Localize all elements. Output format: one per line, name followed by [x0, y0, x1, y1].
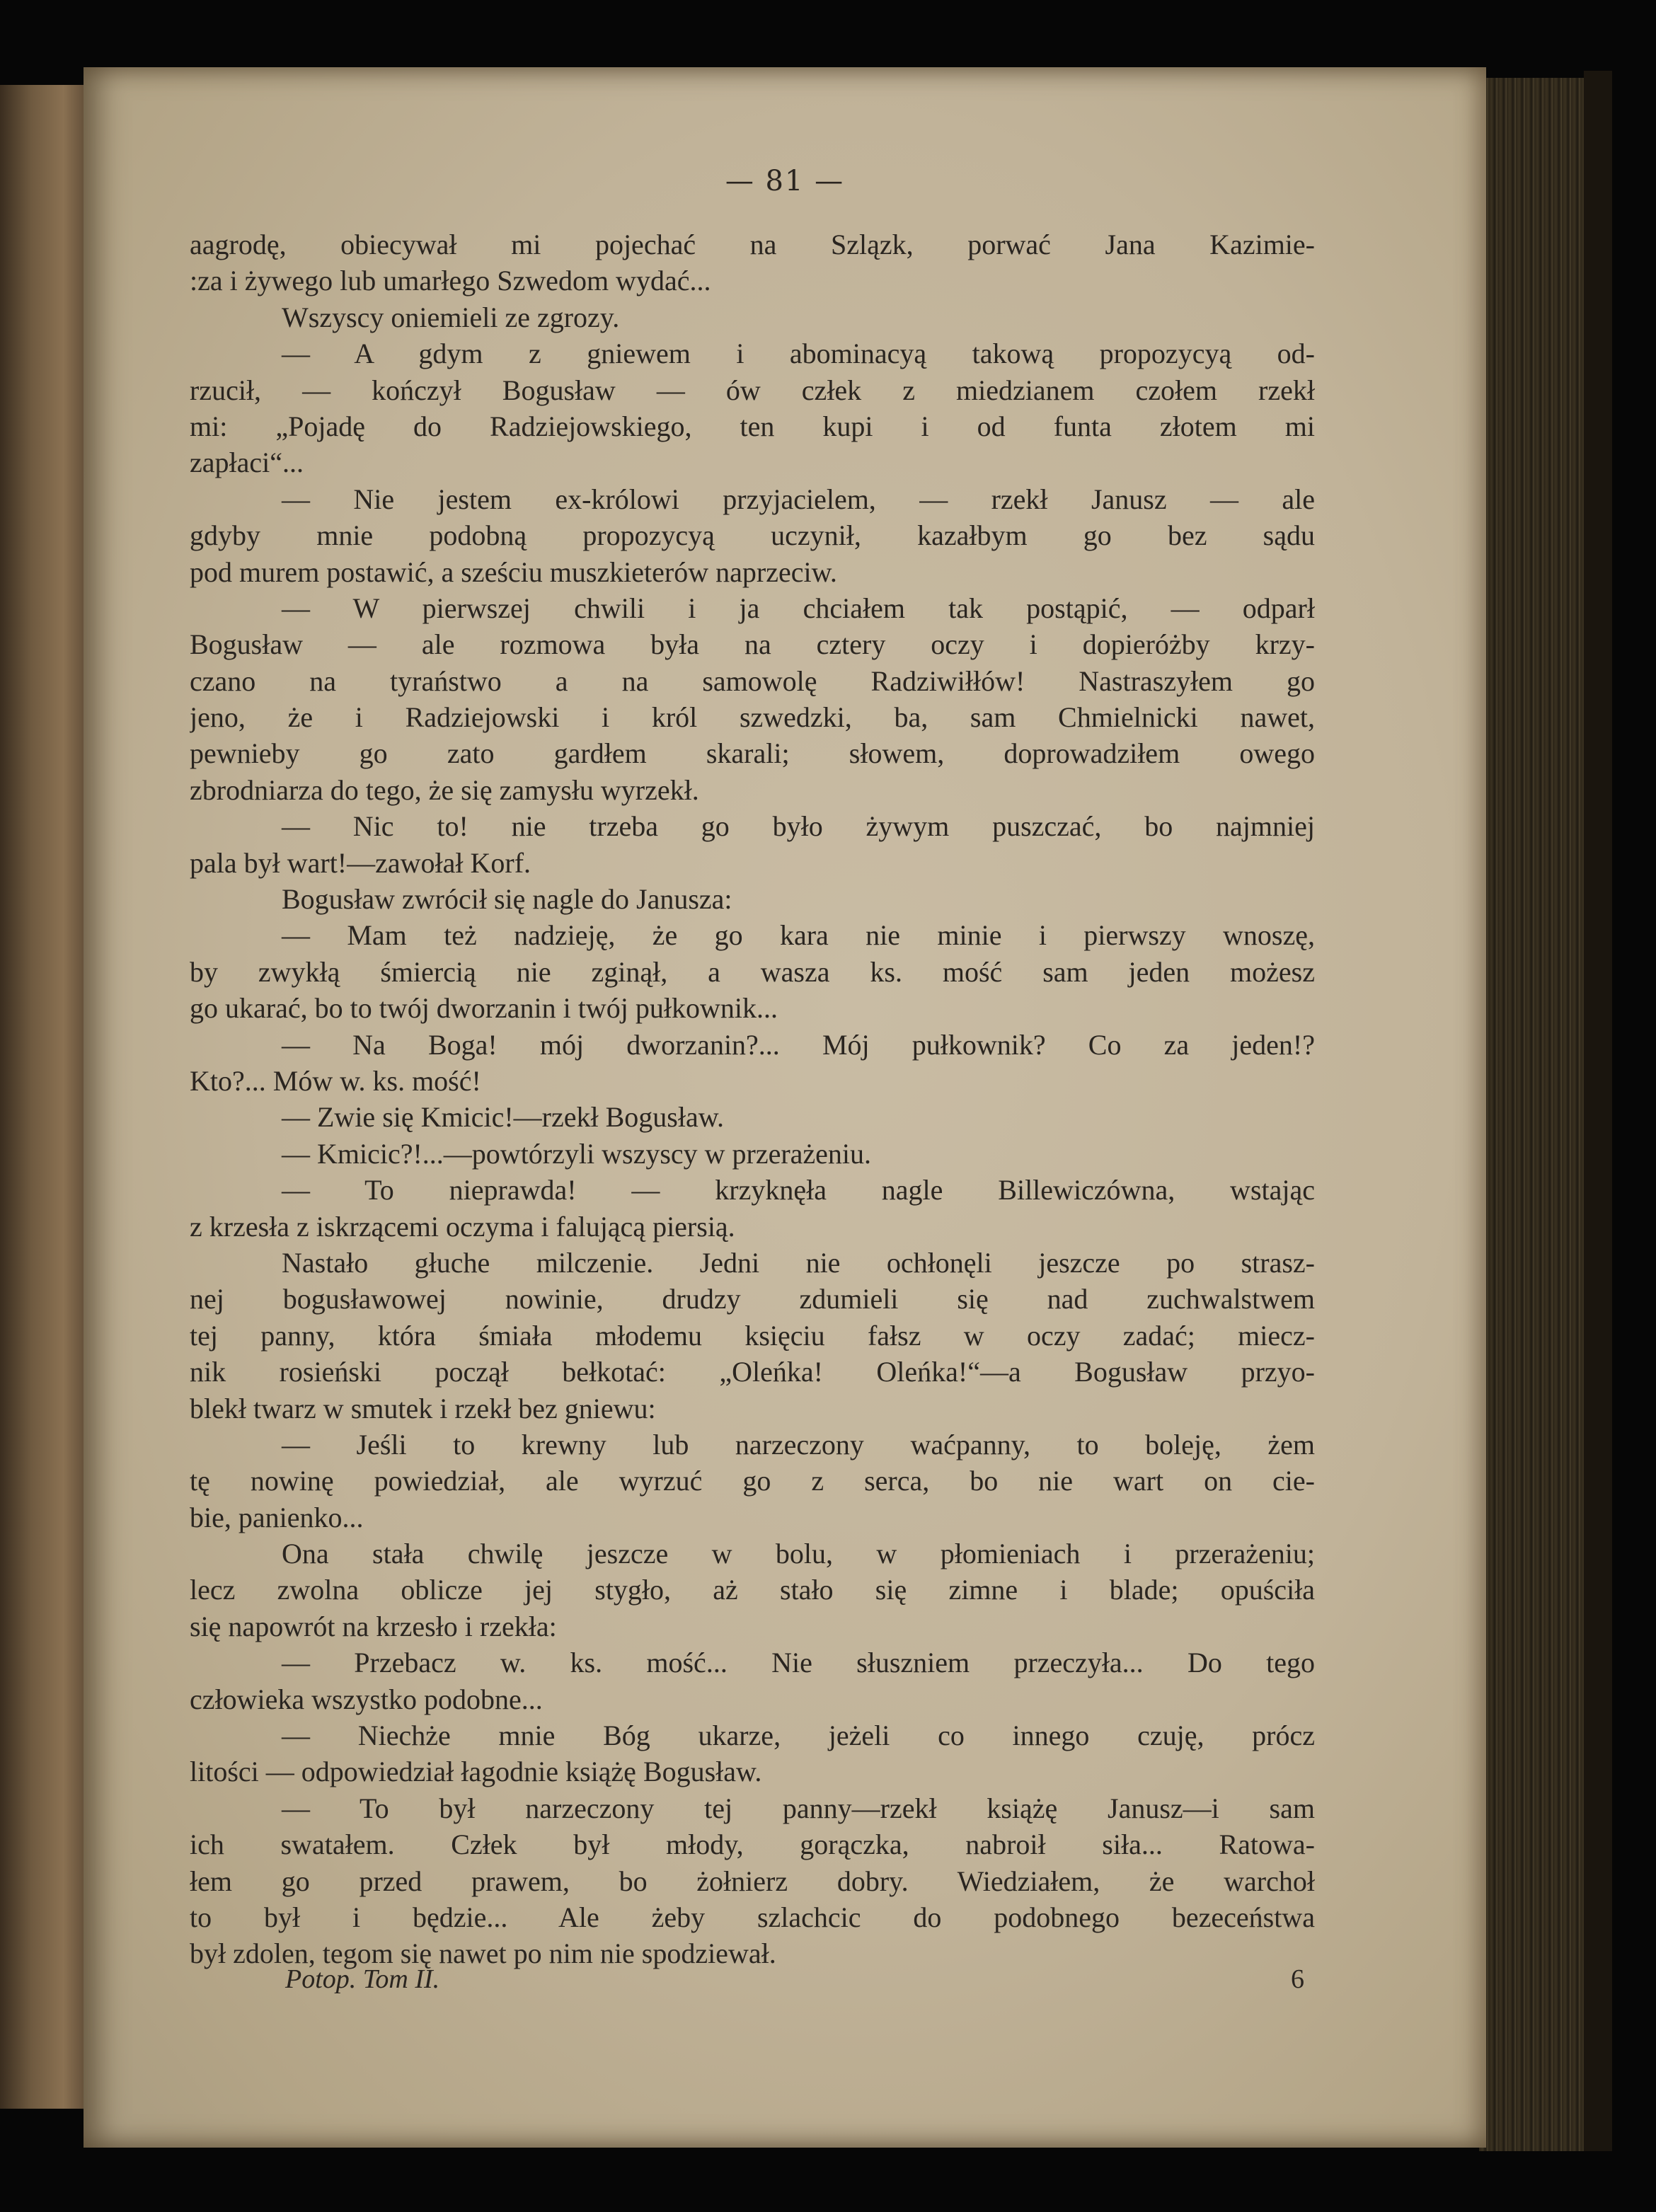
text-line: to był i będzie... Ale żeby szlachcic do podobnego bezeceństwa: [190, 1901, 1315, 1933]
text-line: — W pierwszej chwili i ja chciałem tak postąpić, — odparł: [282, 592, 1315, 624]
text-line: pala był wart!—zawołał Korf.: [190, 846, 531, 879]
text-line: rzucił, — kończył Bogusław — ów człek z miedzianem czołem rzekł: [190, 374, 1315, 406]
text-line: — Zwie się Kmicic!—rzekł Bogusław.: [282, 1101, 725, 1134]
book-binding-edge: [1479, 78, 1592, 2151]
text-line: blekł twarz w smutek i rzekł bez gniewu:: [190, 1392, 656, 1424]
text-line: nik rosieński począł bełkotać: „Oleńka! Oleńka!“—a Bogusław przyo-: [190, 1356, 1315, 1388]
text-line: łem go przed prawem, bo żołnierz dobry. Wiedziałem, że warchoł: [190, 1865, 1315, 1897]
text-line: lecz zwolna oblicze jej stygło, aż stało się zimne i blade; opuściła: [190, 1574, 1315, 1606]
text-line: był zdolen, tegom się nawet po nim nie spodziewał.: [190, 1937, 776, 1970]
text-line: bie, panienko...: [190, 1501, 364, 1533]
text-line: czano na tyraństwo a na samowolę Radziwiłłów! Nastraszyłem go: [190, 664, 1315, 697]
text-line: Nastało głuche milczenie. Jedni nie ochłonęli jeszcze po strasz-: [282, 1246, 1315, 1279]
text-line: — A gdym z gniewem i abominacyą takową propozycyą od-: [282, 338, 1315, 370]
text-line: tę nowinę powiedział, ale wyrzuć go z serca, bo nie wart on cie-: [190, 1465, 1315, 1497]
text-line: — To nieprawda! — krzyknęła nagle Billewiczówna, wstając: [282, 1174, 1315, 1206]
text-line: z krzesła z iskrzącemi oczyma i falującą piersią.: [190, 1210, 735, 1243]
text-line: by zwykłą śmiercią nie zginął, a wasza ks. mość sam jeden możesz: [190, 955, 1315, 988]
text-line: — Przebacz w. ks. mość... Nie słuszniem przeczyła... Do tego: [282, 1647, 1315, 1679]
text-line: :za i żywego lub umarłego Szwedom wydać...: [190, 265, 711, 297]
text-line: Kto?... Mów w. ks. mość!: [190, 1064, 481, 1097]
text-line: gdyby mnie podobną propozycyą uczynił, kazałbym go bez sądu: [190, 519, 1315, 552]
text-line: tej panny, która śmiała młodemu księciu fałsz w oczy zadać; miecz-: [190, 1319, 1315, 1352]
text-line: ich swatałem. Człek był młody, gorączka, nabroił siła... Ratowa-: [190, 1828, 1315, 1861]
text-line: Bogusław — ale rozmowa była na cztery oczy i dopieróżby krzy-: [190, 628, 1315, 661]
text-line: — Niechże mnie Bóg ukarze, jeżeli co innego czuję, prócz: [282, 1720, 1315, 1752]
page-number: — 81 —: [725, 165, 845, 197]
text-line: — Jeśli to krewny lub narzeczony waćpanny, to boleję, żem: [282, 1428, 1315, 1461]
text-line: nej bogusławowej nowinie, drudzy zdumieli się nad zuchwalstwem: [190, 1283, 1315, 1315]
body-text: [190, 226, 1315, 1972]
text-line: — Nic to! nie trzeba go było żywym puszczać, bo najmniej: [282, 810, 1315, 843]
text-line: — Kmicic?!...—powtórzyli wszyscy w przerażeniu.: [282, 1137, 872, 1170]
text-line: Wszyscy oniemieli ze zgrozy.: [282, 301, 620, 333]
text-line: mi: „Pojadę do Radziejowskiego, ten kupi i od funta złotem mi: [190, 410, 1315, 442]
text-line: — Mam też nadzieję, że go kara nie minie i pierwszy wnoszę,: [282, 919, 1315, 952]
page-footer: [285, 1964, 1304, 1995]
text-line: zapłaci“...: [190, 447, 304, 479]
text-line: zbrodniarza do tego, że się zamysłu wyrzekł.: [190, 773, 699, 806]
text-line: pewnieby go zato gardłem skarali; słowem, doprowadziłem owego: [190, 737, 1315, 770]
text-line: pod murem postawić, a sześciu muszkieterów naprzeciw.: [190, 555, 837, 588]
text-line: go ukarać, bo to twój dworzanin i twój pułkownik...: [190, 992, 778, 1025]
book-spine-shadow: [1584, 71, 1612, 2151]
text-line: — Na Boga! mój dworzanin?... Mój pułkownik? Co za jeden!?: [282, 1028, 1315, 1061]
text-line: człowieka wszystko podobne...: [190, 1683, 543, 1715]
footer-title: Potop. Tom II.: [285, 1964, 440, 1994]
text-line: Bogusław zwrócił się nagle do Janusza:: [282, 883, 732, 916]
text-line: litości — odpowiedział łagodnie książę Bogusław.: [190, 1756, 762, 1788]
text-line: jeno, że i Radziejowski i król szwedzki, ba, sam Chmielnicki nawet,: [190, 701, 1315, 734]
signature-mark: 6: [1291, 1964, 1304, 1994]
text-line: — To był narzeczony tej panny—rzekł książę Janusz—i sam: [282, 1792, 1315, 1824]
book-page: [84, 67, 1486, 2148]
text-line: się napowrót na krzesło i rzekła:: [190, 1610, 557, 1642]
text-line: aagrodę, obiecywał mi pojechać na Szlązk, porwać Jana Kazimie-: [190, 229, 1315, 260]
text-line: — Nie jestem ex-królowi przyjacielem, — rzekł Janusz — ale: [282, 483, 1315, 515]
text-line: Ona stała chwilę jeszcze w bolu, w płomieniach i przerażeniu;: [282, 1538, 1315, 1570]
previous-pages-edge: [0, 85, 91, 2109]
